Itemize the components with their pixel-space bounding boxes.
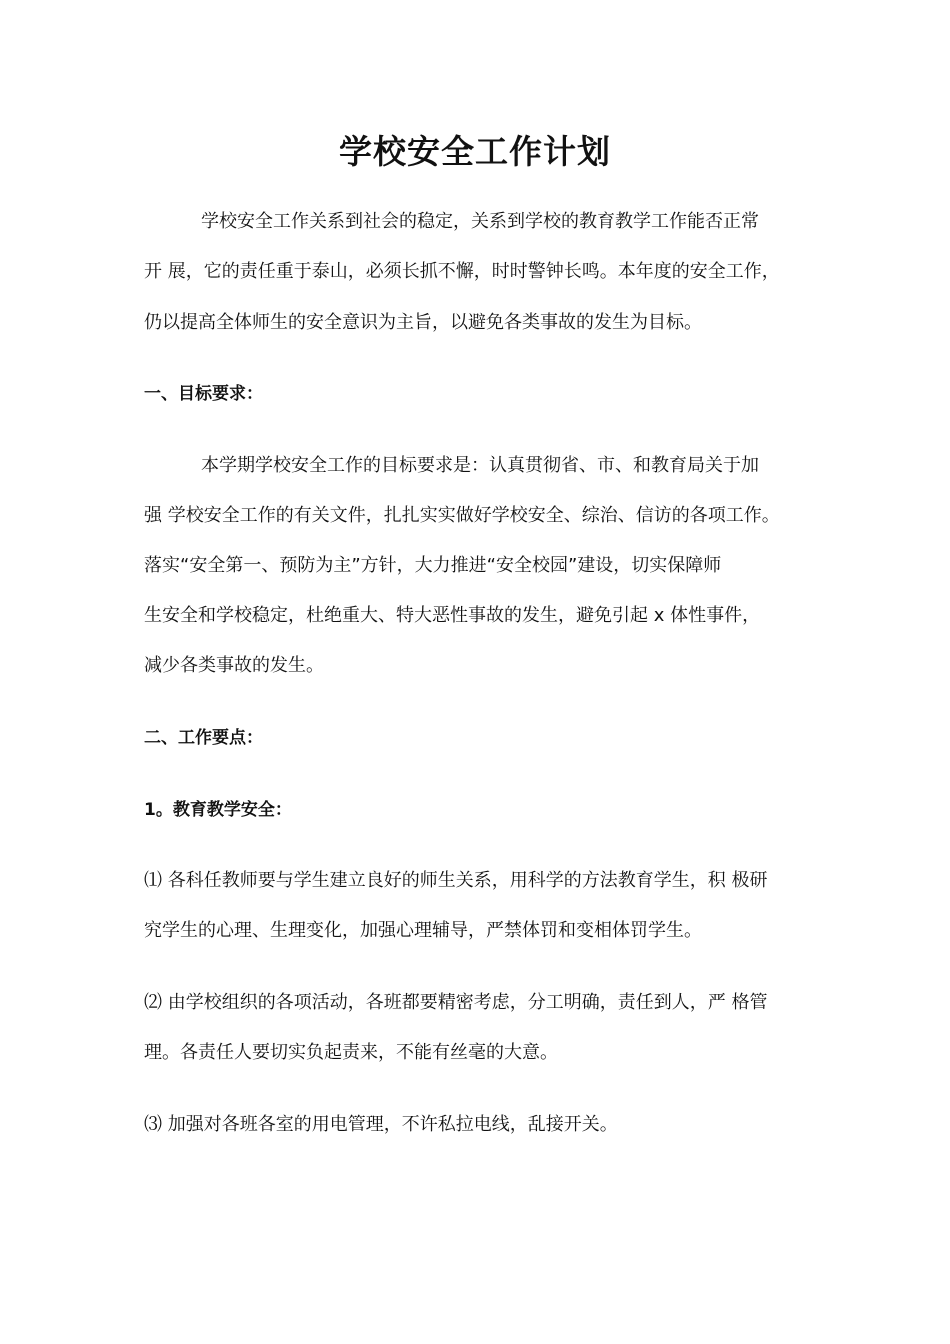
item-1-line-1: ⑴ 各科任教师要与学生建立良好的师生关系，用科学的方法教育学生，积 极研 bbox=[144, 870, 768, 891]
document-title: 学校安全工作计划 bbox=[339, 132, 611, 171]
section-1-line-4: 生安全和学校稳定，杜绝重大、特大恶性事故的发生，避免引起 x 体性事件， bbox=[144, 605, 761, 626]
section-1-line-2: 强 学校安全工作的有关文件，扎扎实实做好学校安全、综治、信访的各项工作。 bbox=[144, 505, 780, 526]
item-2-line-2: 理。各责任人要切实负起责来，不能有丝毫的大意。 bbox=[144, 1042, 558, 1063]
intro-line-3: 仍以提高全体师生的安全意识为主旨，以避免各类事故的发生为目标。 bbox=[144, 312, 702, 333]
intro-line-2: 开 展，它的责任重于泰山，必须长抓不懈，时时警钟长鸣。本年度的安全工作， bbox=[144, 261, 780, 282]
section-1-heading: 一、目标要求： bbox=[144, 384, 263, 404]
intro-line-1: 学校安全工作关系到社会的稳定，关系到学校的教育教学工作能否正常 bbox=[201, 211, 759, 232]
section-1-line-5: 减少各类事故的发生。 bbox=[144, 655, 324, 676]
section-2-heading: 二、工作要点： bbox=[144, 728, 263, 748]
section-1-line-1: 本学期学校安全工作的目标要求是：认真贯彻省、市、和教育局关于加 bbox=[201, 455, 759, 476]
item-1-line-2: 究学生的心理、生理变化，加强心理辅导，严禁体罚和变相体罚学生。 bbox=[144, 920, 702, 941]
item-2-line-1: ⑵ 由学校组织的各项活动，各班都要精密考虑，分工明确，责任到人，严 格管 bbox=[144, 992, 768, 1013]
item-3-line-1: ⑶ 加强对各班各室的用电管理，不许私拉电线，乱接开关。 bbox=[144, 1114, 618, 1135]
section-1-line-3: 落实“安全第一、预防为主”方针，大力推进“安全校园”建设，切实保障师 bbox=[144, 555, 722, 576]
section-2-subheading: 1。教育教学安全： bbox=[144, 800, 292, 820]
